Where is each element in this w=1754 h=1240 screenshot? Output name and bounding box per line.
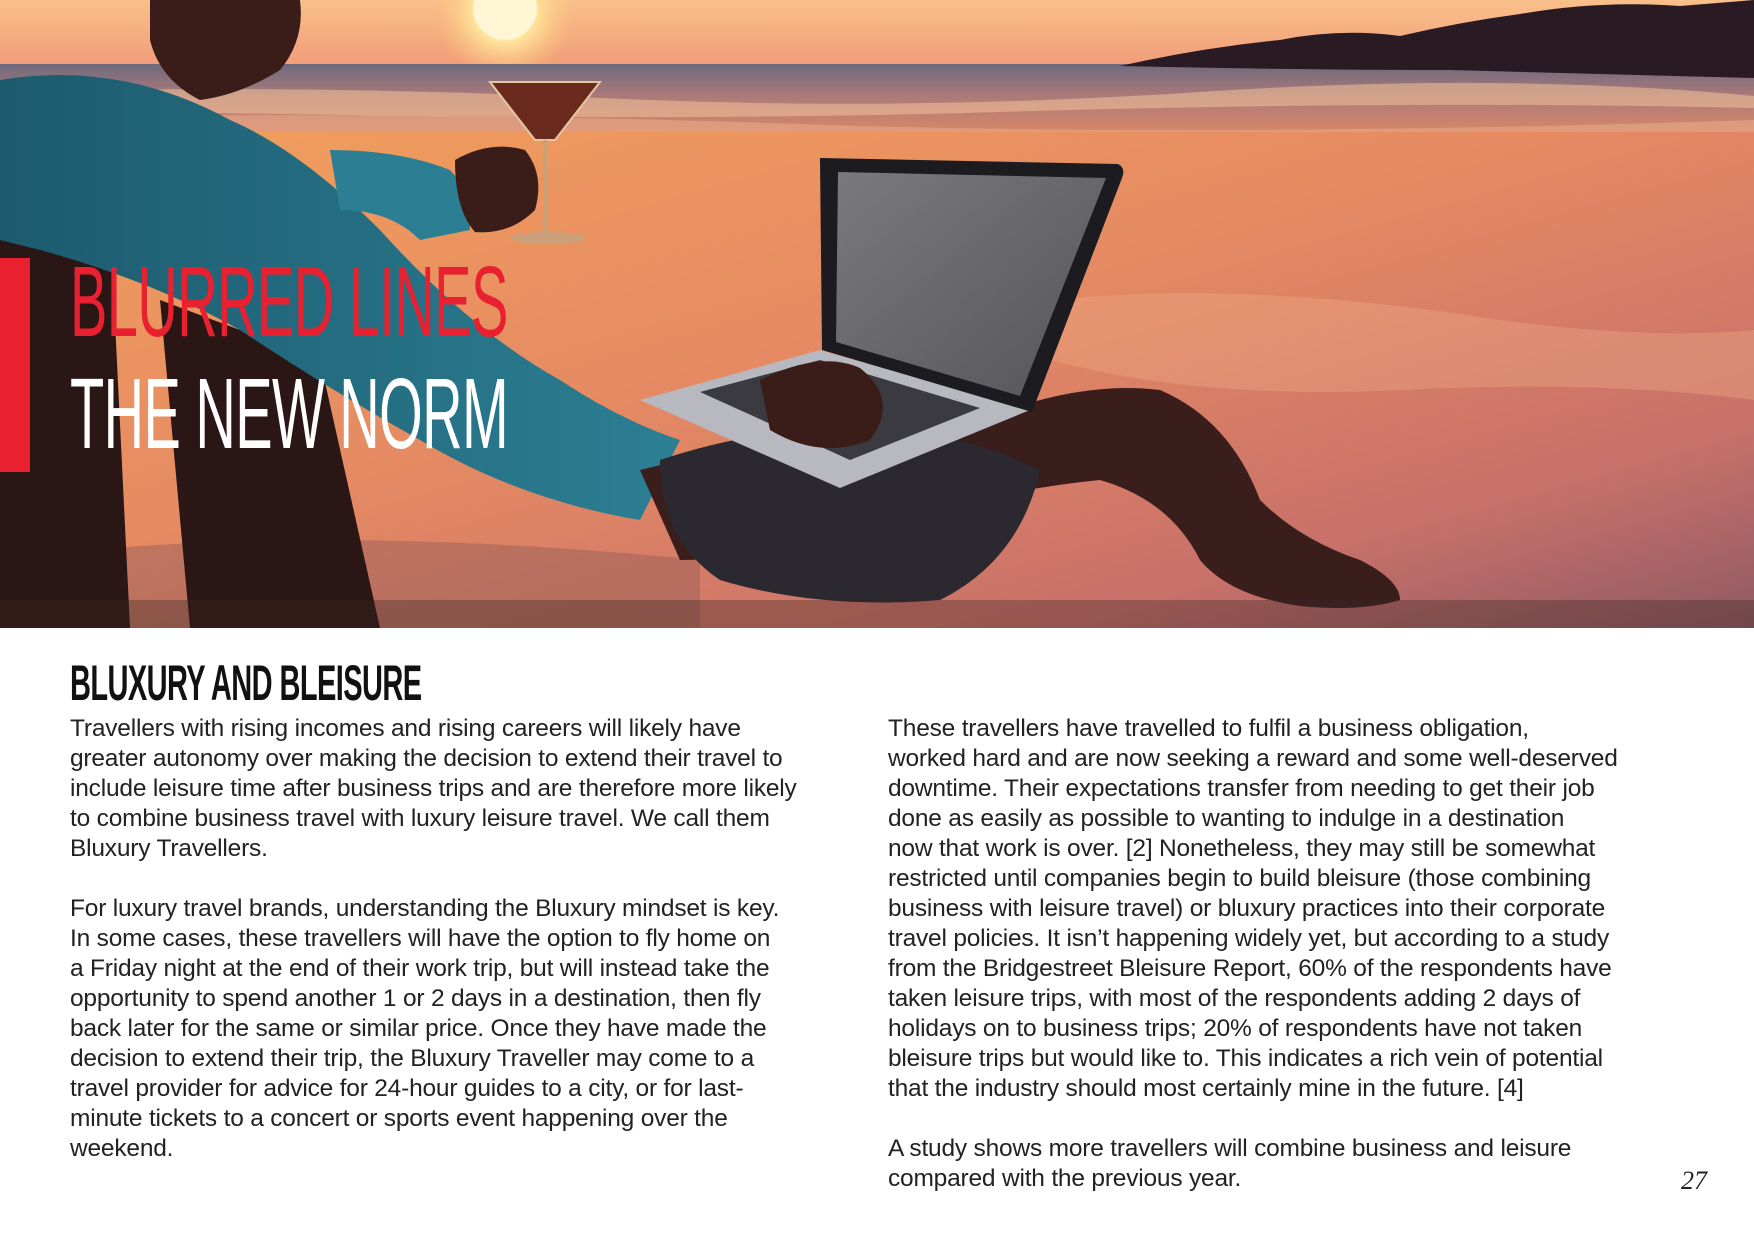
section-heading: BLUXURY AND BLEISURE <box>70 655 422 711</box>
text-line: to combine business travel with luxury leisure travel. We call them <box>70 805 770 832</box>
text-line: Bluxury Travellers. <box>70 835 268 862</box>
text-line: These travellers have travelled to fulfil a business obligation, <box>888 715 1529 742</box>
text-line: opportunity to spend another 1 or 2 days in a destination, then fly <box>70 985 761 1012</box>
right-text-column <box>888 714 1688 1224</box>
text-line: In some cases, these travellers will have the option to fly home on <box>70 925 771 952</box>
text-line: a Friday night at the end of their work trip, but will instead take the <box>70 955 770 982</box>
text-line: compared with the previous year. <box>888 1165 1242 1192</box>
text-line: bleisure trips but would like to. This indicates a rich vein of potential <box>888 1045 1603 1072</box>
text-line: done as easily as possible to wanting to indulge in a destination <box>888 805 1565 832</box>
text-line: worked hard and are now seeking a reward and some well-deserved <box>888 745 1618 772</box>
text-line: from the Bridgestreet Bleisure Report, 60% of the respondents have <box>888 955 1612 982</box>
text-line: For luxury travel brands, understanding the Bluxury mindset is key. <box>70 895 780 922</box>
page-headline <box>70 246 508 470</box>
paragraph <box>70 714 870 864</box>
text-line: business with leisure travel) or bluxury practices into their corporate <box>888 895 1606 922</box>
text-line: taken leisure trips, with most of the respondents adding 2 days of <box>888 985 1581 1012</box>
text-line: now that work is over. [2] Nonetheless, they may still be somewhat <box>888 835 1596 862</box>
text-line: weekend. <box>70 1135 174 1162</box>
headline-line-white: THE NEW NORM <box>70 358 509 470</box>
paragraph <box>888 714 1688 1104</box>
paragraph <box>70 894 870 1164</box>
text-line: restricted until companies begin to build bleisure (those combining <box>888 865 1591 892</box>
left-text-column <box>70 714 870 1194</box>
text-line: greater autonomy over making the decision to extend their travel to <box>70 745 783 772</box>
page-number: 27 <box>1681 1166 1707 1195</box>
text-line: back later for the same or similar price. Once they have made the <box>70 1015 767 1042</box>
paragraph <box>888 1134 1688 1194</box>
headline-accent-bar <box>0 258 30 472</box>
text-line: A study shows more travellers will combine business and leisure <box>888 1135 1572 1162</box>
text-line: that the industry should most certainly mine in the future. [4] <box>888 1075 1524 1102</box>
headline-line-red: BLURRED LINES <box>70 246 508 358</box>
text-line: travel policies. It isn’t happening widely yet, but according to a study <box>888 925 1610 952</box>
text-line: downtime. Their expectations transfer from needing to get their job <box>888 775 1595 802</box>
text-line: minute tickets to a concert or sports event happening over the <box>70 1105 728 1132</box>
text-line: decision to extend their trip, the Bluxury Traveller may come to a <box>70 1045 755 1072</box>
text-line: travel provider for advice for 24-hour guides to a city, or for last- <box>70 1075 744 1102</box>
text-line: Travellers with rising incomes and rising careers will likely have <box>70 715 741 742</box>
text-line: include leisure time after business trips and are therefore more likely <box>70 775 797 802</box>
text-line: holidays on to business trips; 20% of respondents have not taken <box>888 1015 1583 1042</box>
